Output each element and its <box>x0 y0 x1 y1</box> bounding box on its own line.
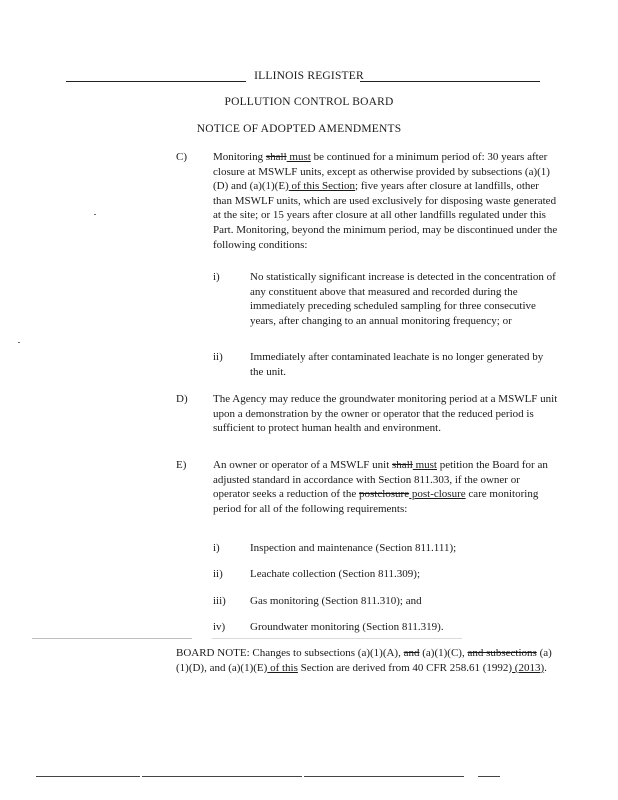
item-num: ii) <box>213 351 223 363</box>
list-item: Gas monitoring (Section 811.310); and <box>250 595 422 607</box>
deleted-text: and subsections <box>467 647 537 659</box>
list-item: No statistically significant increase is detected in the concentration of any constituent above that measured and recorded during the immediately preceding scheduled sampling for three consecutive years, after changing to an annual monitoring frequency; or <box>250 271 556 327</box>
register-title: ILLINOIS REGISTER <box>254 70 364 82</box>
scan-artifact-line <box>32 638 192 639</box>
footer-rule <box>478 776 500 777</box>
deleted-text: postclosure <box>359 488 410 501</box>
item-num: iii) <box>213 595 226 607</box>
list-item: Inspection and maintenance (Section 811.111); <box>250 542 457 554</box>
section-c-label: C) <box>176 151 187 163</box>
item-num: i) <box>213 271 220 283</box>
section-d-text: The Agency may reduce the groundwater monitoring period at a MSWLF unit upon a demonstration by the owner or operator that the reduced period is sufficient to protect human health and environment. <box>213 393 558 435</box>
inserted-text: must <box>412 459 437 471</box>
inserted-text: post-closure <box>409 488 466 501</box>
section-e-label: E) <box>176 459 187 471</box>
item-num: iv) <box>213 621 226 633</box>
scan-speck <box>18 342 20 343</box>
notice-title: NOTICE OF ADOPTED AMENDMENTS <box>196 123 402 135</box>
inserted-text: must <box>286 151 311 163</box>
section-c-text: Monitoring shall must be continued for a minimum period of: 30 years after closure at MSWLF units, except as otherwise provided by subsections (a)(1)(D) and (a)(1)(E) of this Section; five years after closure at landfills, other than MSWLF units, which are used exclusively for disposing waste generated at the site; or 15 years after closure at all other landfills regulated under this Part. Monitoring, beyond the minimum period, may be discontinued under the following conditions: <box>213 151 558 251</box>
inserted-text: (2013) <box>512 661 545 674</box>
section-d-label: D) <box>176 393 188 405</box>
list-item: Leachate collection (Section 811.309); <box>250 568 421 580</box>
section-e-text: An owner or operator of a MSWLF unit shall must petition the Board for an adjusted standard in accordance with Section 811.303, if the owner or operator seeks a reduction of the postclosure post-closure care monitoring period for all of the following requirements: <box>213 459 548 515</box>
list-item: Immediately after contaminated leachate is no longer generated by the unit. <box>250 351 544 378</box>
item-num: ii) <box>213 568 223 580</box>
footer-rule <box>304 776 464 777</box>
footer-rule <box>36 776 140 777</box>
board-title: POLLUTION CONTROL BOARD <box>224 96 394 108</box>
deleted-text: shall <box>392 459 413 471</box>
scan-speck <box>94 214 96 215</box>
deleted-text: and <box>403 647 420 659</box>
footer-rule <box>142 776 302 777</box>
inserted-text: of this Section <box>288 180 356 193</box>
inserted-text: of this <box>267 661 298 674</box>
board-note: BOARD NOTE: Changes to subsections (a)(1)(A), and (a)(1)(C), and subsections (a)(1)(D), and (a)(1)(E) of this Section are derived from 40 CFR 258.61 (1992) (2013). <box>176 647 552 674</box>
scan-artifact-line <box>212 638 462 639</box>
list-item: Groundwater monitoring (Section 811.319). <box>250 621 444 633</box>
item-num: i) <box>213 542 220 554</box>
deleted-text: shall <box>265 151 287 163</box>
